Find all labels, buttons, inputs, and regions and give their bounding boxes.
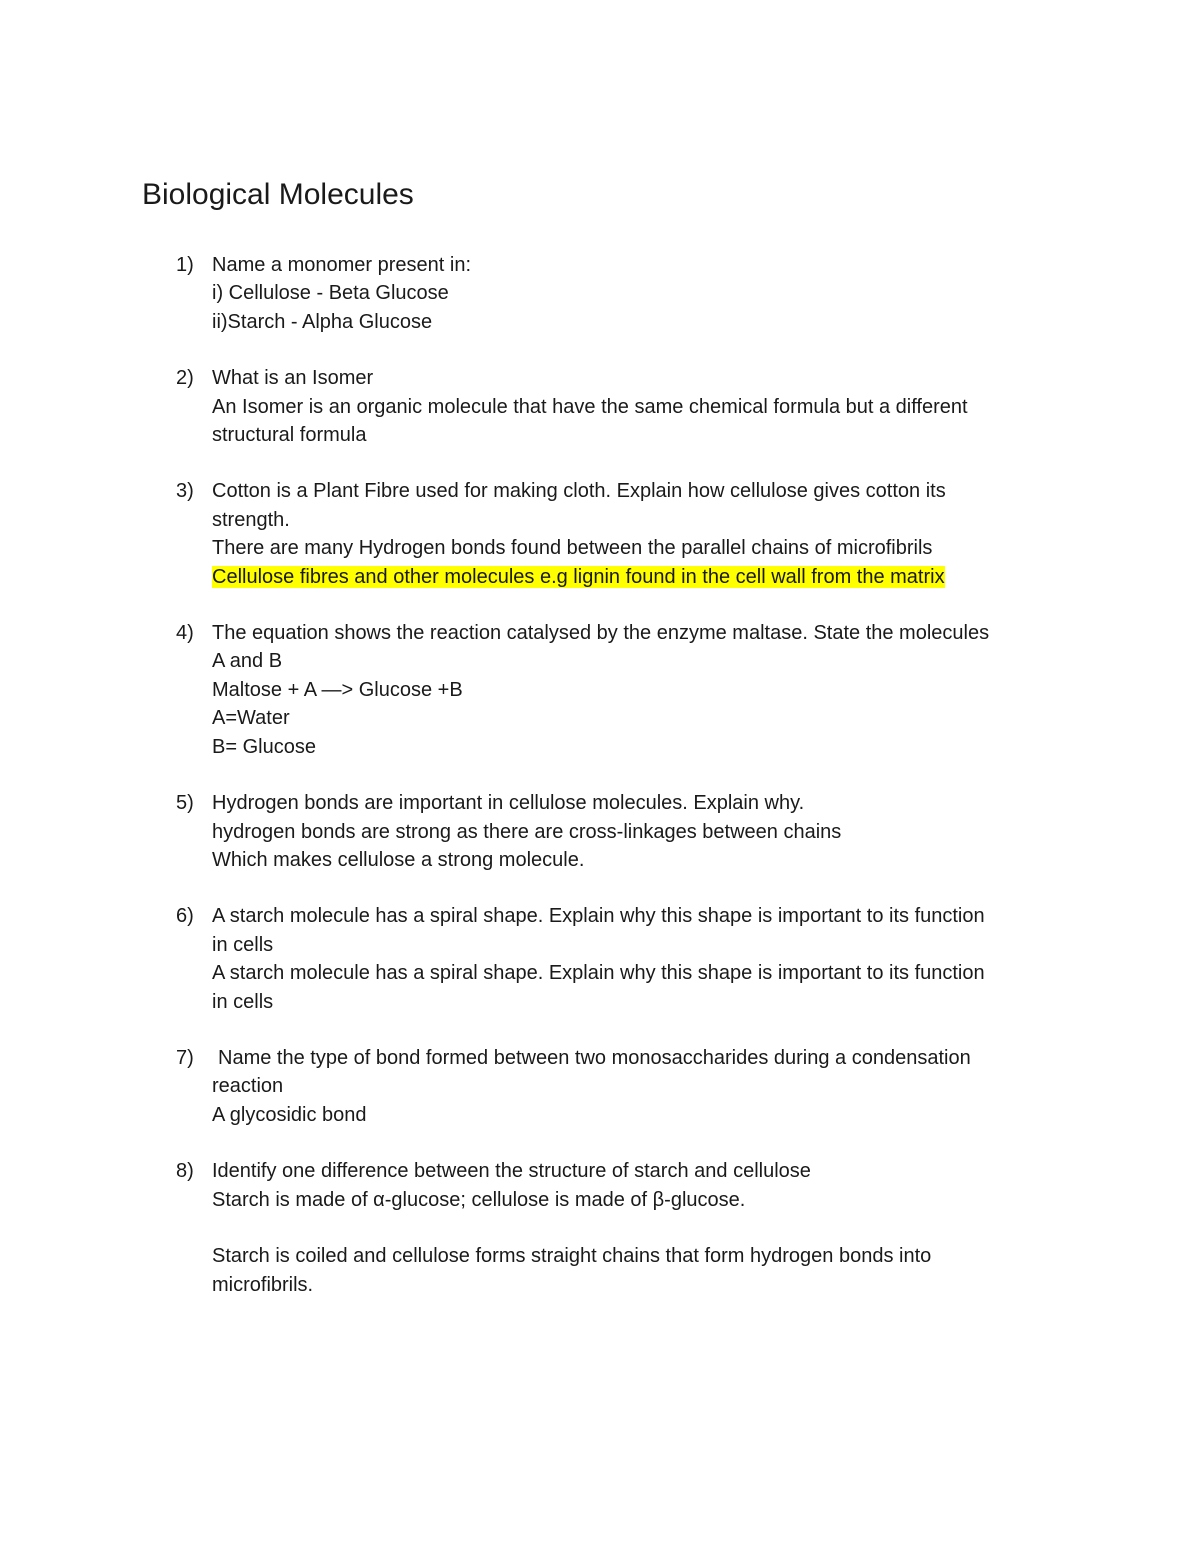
question-number: 2): [176, 367, 194, 390]
question-5: [0, 789, 1072, 874]
answer-line: A starch molecule has a spiral shape. Explain why this shape is important to its function: [212, 962, 985, 985]
question-text: reaction: [212, 1075, 284, 1098]
question-3: [0, 477, 1072, 591]
question-text: A and B: [212, 650, 283, 673]
highlighted-text: Cellulose fibres and other molecules e.g lignin found in the cell wall from the matrix: [212, 565, 945, 588]
question-6: [0, 902, 1072, 1016]
question-text: What is an Isomer: [212, 367, 374, 390]
question-text: Hydrogen bonds are important in cellulose molecules. Explain why.: [212, 792, 805, 815]
answer-line: B= Glucose: [212, 735, 316, 758]
answer-line: Which makes cellulose a strong molecule.: [212, 848, 585, 871]
question-number: 5): [176, 792, 194, 815]
question-7: [0, 1044, 1072, 1129]
question-text: A starch molecule has a spiral shape. Explain why this shape is important to its function: [212, 905, 985, 928]
answer-line: i) Cellulose - Beta Glucose: [212, 282, 449, 305]
question-8: [0, 1157, 1072, 1299]
question-1: [0, 251, 1072, 336]
answer-line: in cells: [212, 990, 274, 1013]
equation-line: Maltose + A —> Glucose +B: [212, 678, 463, 701]
question-list: [0, 251, 1200, 1327]
question-number: 7): [176, 1046, 194, 1069]
answer-line: There are many Hydrogen bonds found between the parallel chains of microfibrils: [212, 537, 933, 560]
answer-line: Starch is made of α-glucose; cellulose is made of β-glucose.: [212, 1188, 746, 1211]
question-number: 4): [176, 622, 194, 645]
question-number: 8): [176, 1160, 194, 1183]
question-text: strength.: [212, 508, 290, 531]
answer-line: structural formula: [212, 424, 367, 447]
answer-line: A=Water: [212, 707, 290, 730]
question-number: 1): [176, 254, 194, 276]
question-text: Cotton is a Plant Fibre used for making cloth. Explain how cellulose gives cotton its: [212, 480, 946, 503]
question-4: [0, 619, 1072, 761]
question-number: 6): [176, 905, 194, 928]
answer-line: An Isomer is an organic molecule that have the same chemical formula but a different: [212, 395, 968, 418]
answer-line: Starch is coiled and cellulose forms straight chains that form hydrogen bonds into: [212, 1245, 932, 1268]
question-2: [0, 364, 1072, 449]
page-title: Biological Molecules: [142, 178, 414, 211]
question-text: Name a monomer present in:: [212, 254, 472, 276]
answer-line: A glycosidic bond: [212, 1103, 367, 1126]
answer-line: hydrogen bonds are strong as there are cross-linkages between chains: [212, 820, 842, 843]
answer-line: microfibrils.: [212, 1273, 314, 1296]
question-text: Identify one difference between the structure of starch and cellulose: [212, 1160, 811, 1183]
answer-line: ii)Starch - Alpha Glucose: [212, 310, 433, 333]
question-number: 3): [176, 480, 194, 503]
paragraph-gap: [212, 1214, 1072, 1242]
question-text: The equation shows the reaction catalysed by the enzyme maltase. State the molecules: [212, 622, 990, 645]
highlighted-answer-line: [212, 563, 1072, 591]
question-text: in cells: [212, 933, 274, 956]
question-text: Name the type of bond formed between two monosaccharides during a condensation: [218, 1046, 971, 1069]
